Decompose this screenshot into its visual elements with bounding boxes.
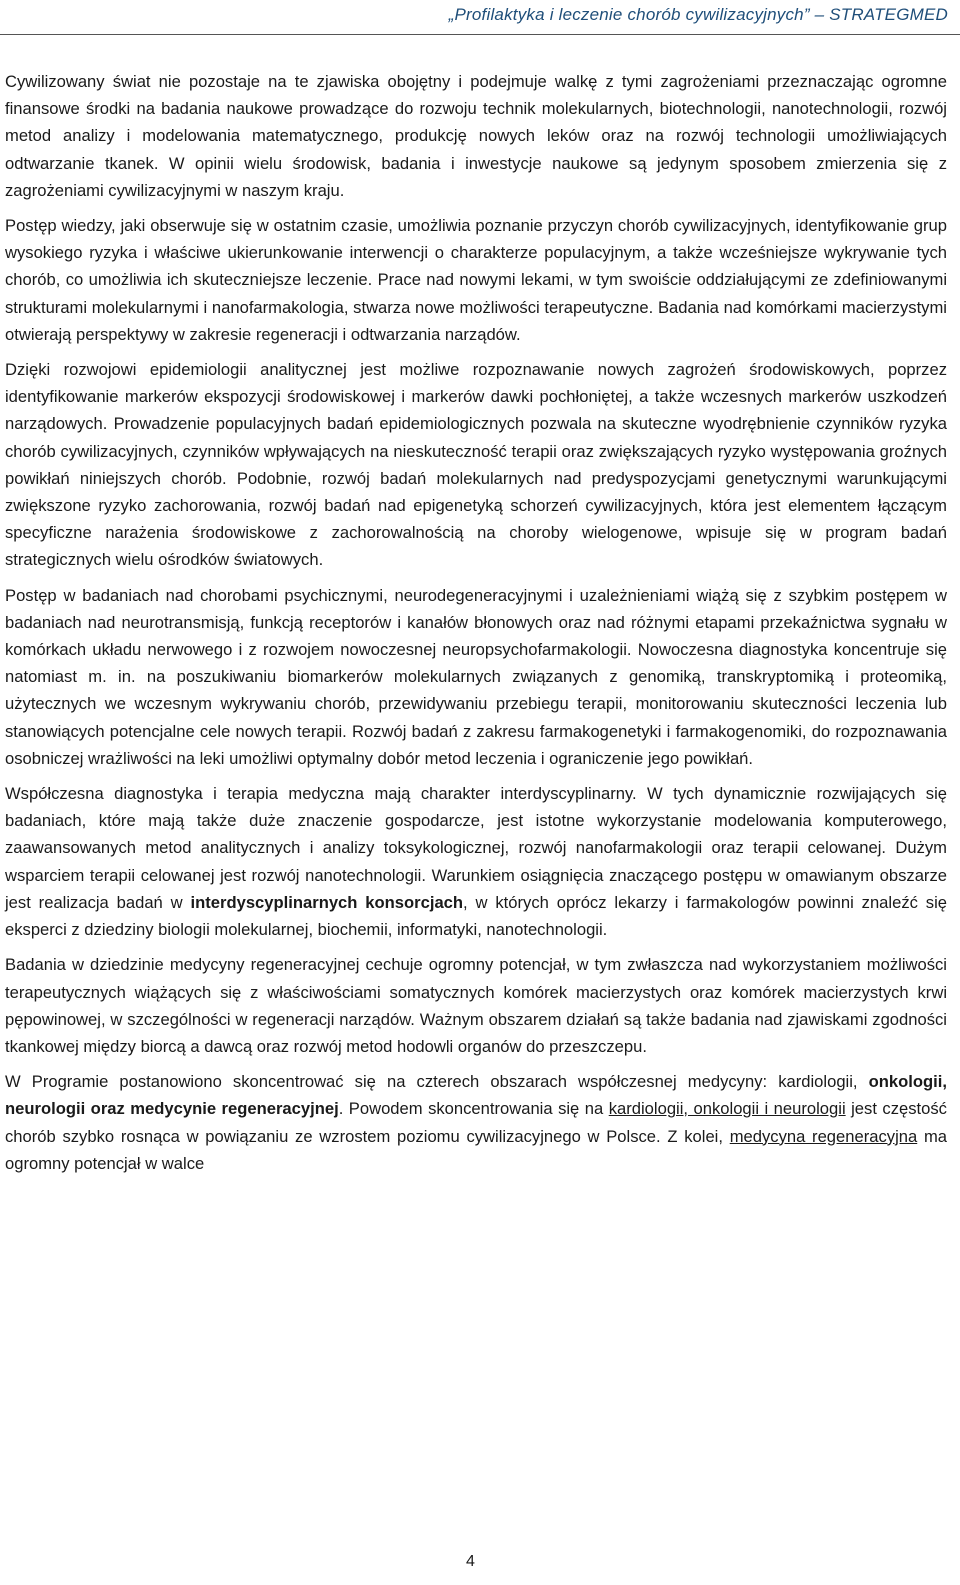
paragraph-text: Cywilizowany świat nie pozostaje na te zjawiska obojętny i podejmuje walkę z tymi zagrożeniami przeznaczając ogromne finansowe środki na badania naukowe prowadzące do rozwoju technik molekularnych, biotechnologii, nanotechnologii, rozwój metod analizy i modelowania matematycznego, produkcję nowych leków oraz na rozwój technologii umożliwiających odtwarzanie tkanek. W opinii wielu środowisk, badania i inwestycje naukowe są jedynym sposobem zmierzenia się z zagrożeniami cywilizacyjnymi w naszym kraju. xyxy=(5,72,947,200)
paragraph-2 xyxy=(5,212,947,348)
header-title: „Profilaktyka i leczenie chorób cywilizacyjnych” – STRATEGMED xyxy=(448,5,948,24)
paragraph-text: , w których oprócz lekarzy i farmakologów powinni znaleźć się eksperci z dziedziny biologii molekularnej, biochemii, informatyki, nanotechnologii. xyxy=(5,892,947,940)
header-divider xyxy=(0,34,960,35)
paragraph-3 xyxy=(5,356,947,574)
bold-phrase: interdyscyplinarnych konsorcjach xyxy=(190,892,464,912)
paragraph-7 xyxy=(5,1068,947,1177)
paragraph-text: jest częstość chorób szybko rosnąca w powiązaniu ze wzrostem poziomu cywilizacyjnego w Polsce. Z kolei, xyxy=(5,1099,947,1146)
underlined-phrase: kardiologii, onkologii i neurologii xyxy=(608,1099,846,1119)
paragraph-text: Postęp w badaniach nad chorobami psychicznymi, neurodegeneracyjnymi i uzależnieniami wiążą się z szybkim postępem w badaniach nad neurotransmisją, funkcją receptorów i kanałów błonowych oraz nad różnymi etapami przekaźnictwa sygnału w komórkach układu nerwowego i z rozwojem nowoczesnej neuropsychofarmakologii. Nowoczesna diagnostyka koncentruje się natomiast m. in. na poszukiwaniu biomarkerów molekularnych związanych z genomiką, transkryptomiką i proteomiką, użytecznych we wczesnym wykrywaniu chorób, przewidywaniu przebiegu terapii, monitorowaniu skuteczności leczenia lub stanowiących potencjalne cele nowych terapii. Rozwój badań z zakresu farmakogenetyki i farmakogenomiki, do rozpoznawania osobniczej wrażliwości na leki umożliwi optymalny dobór metod leczenia i ograniczenie jego powikłań. xyxy=(5,585,947,768)
paragraph-text: ma ogromny potencjał w walce xyxy=(5,1126,947,1173)
paragraph-1 xyxy=(5,68,947,204)
paragraph-text: W Programie postanowiono skoncentrować się na czterech obszarach współczesnej medycyny: kardiologii, xyxy=(5,1072,869,1092)
paragraph-text: Badania w dziedzinie medycyny regeneracyjnej cechuje ogromny potencjał, w tym zwłaszcza nad wykorzystaniem możliwości terapeutycznych wiążących się z właściwościami somatycznych komórek macierzystych oraz komórek macierzystych krwi pępowinowej, w szczególności w regeneracji narządów. Ważnym obszarem działań są także badania nad zjawiskami zgodności tkankowej między biorcą a dawcą oraz rozwój metod hodowli organów do przeszczepu. xyxy=(5,955,947,1056)
page-number: 4 xyxy=(466,1553,475,1570)
paragraph-6 xyxy=(5,951,947,1060)
paragraph-text: Współczesna diagnostyka i terapia medyczna mają charakter interdyscyplinarny. W tych dynamicznie rozwijających się badaniach, które mają także duże znaczenie gospodarcze, jest istotne wykorzystanie modelowania komputerowego, zaawansowanych metod analitycznych i analizy toksykologicznej, rozwój nanofarmakologii oraz terapii celowanej. Dużym wsparciem terapii celowanej jest rozwój nanotechnologii. Warunkiem osiągnięcia znaczącego postępu w omawianym obszarze jest realizacja badań w xyxy=(5,784,947,912)
paragraph-4 xyxy=(5,582,947,772)
paragraph-5 xyxy=(5,780,947,943)
underlined-phrase: medycyna regeneracyjna xyxy=(729,1126,918,1146)
page-header xyxy=(0,0,960,40)
paragraph-text: Postęp wiedzy, jaki obserwuje się w ostatnim czasie, umożliwia poznanie przyczyn chorób cywilizacyjnych, identyfikowanie grup wysokiego ryzyka i właściwe ukierunkowanie interwencji o charakterze populacyjnym, a także wcześniejsze wykrywanie tych chorób, co umożliwia ich skuteczniejsze leczenie. Prace nad nowymi lekami, w tym swoiście oddziałującymi ze zdefiniowanymi strukturami molekularnymi i nanofarmakologia, stwarza nowe możliwości terapeutyczne. Badania nad komórkami macierzystymi otwierają perspektywy w zakresie regeneracji i odtwarzania narządów. xyxy=(5,216,947,344)
paragraph-text: . Powodem skoncentrowania się na xyxy=(338,1099,609,1119)
bold-phrase: onkologii, neurologii oraz medycynie regeneracyjnej xyxy=(5,1072,947,1119)
paragraph-text: Dzięki rozwojowi epidemiologii analitycznej jest możliwe rozpoznawanie nowych zagrożeń środowiskowych, poprzez identyfikowanie markerów ekspozycji środowiskowej i markerów dawki pochłoniętej, a także wczesnych markerów uszkodzeń narządowych. Prowadzenie populacyjnych badań epidemiologicznych pozwala na skuteczne wyodrębnienie czynników ryzyka chorób cywilizacyjnych, czynników wpływających na nieskuteczność terapii oraz zwiększających ryzyko występowania groźnych powikłań niniejszych chorób. Podobnie, rozwój badań molekularnych nad predyspozycjami genetycznymi warunkującymi zwiększone ryzyko zachorowania, rozwój badań nad epigenetyką schorzeń cywilizacyjnych, która jest elementem łączącym specyficzne narażenia środowiskowe z zachorowalnością na choroby wielogenowe, wpisuje się w program badań strategicznych wielu ośrodków światowych. xyxy=(5,360,947,570)
document-body xyxy=(5,68,947,1185)
